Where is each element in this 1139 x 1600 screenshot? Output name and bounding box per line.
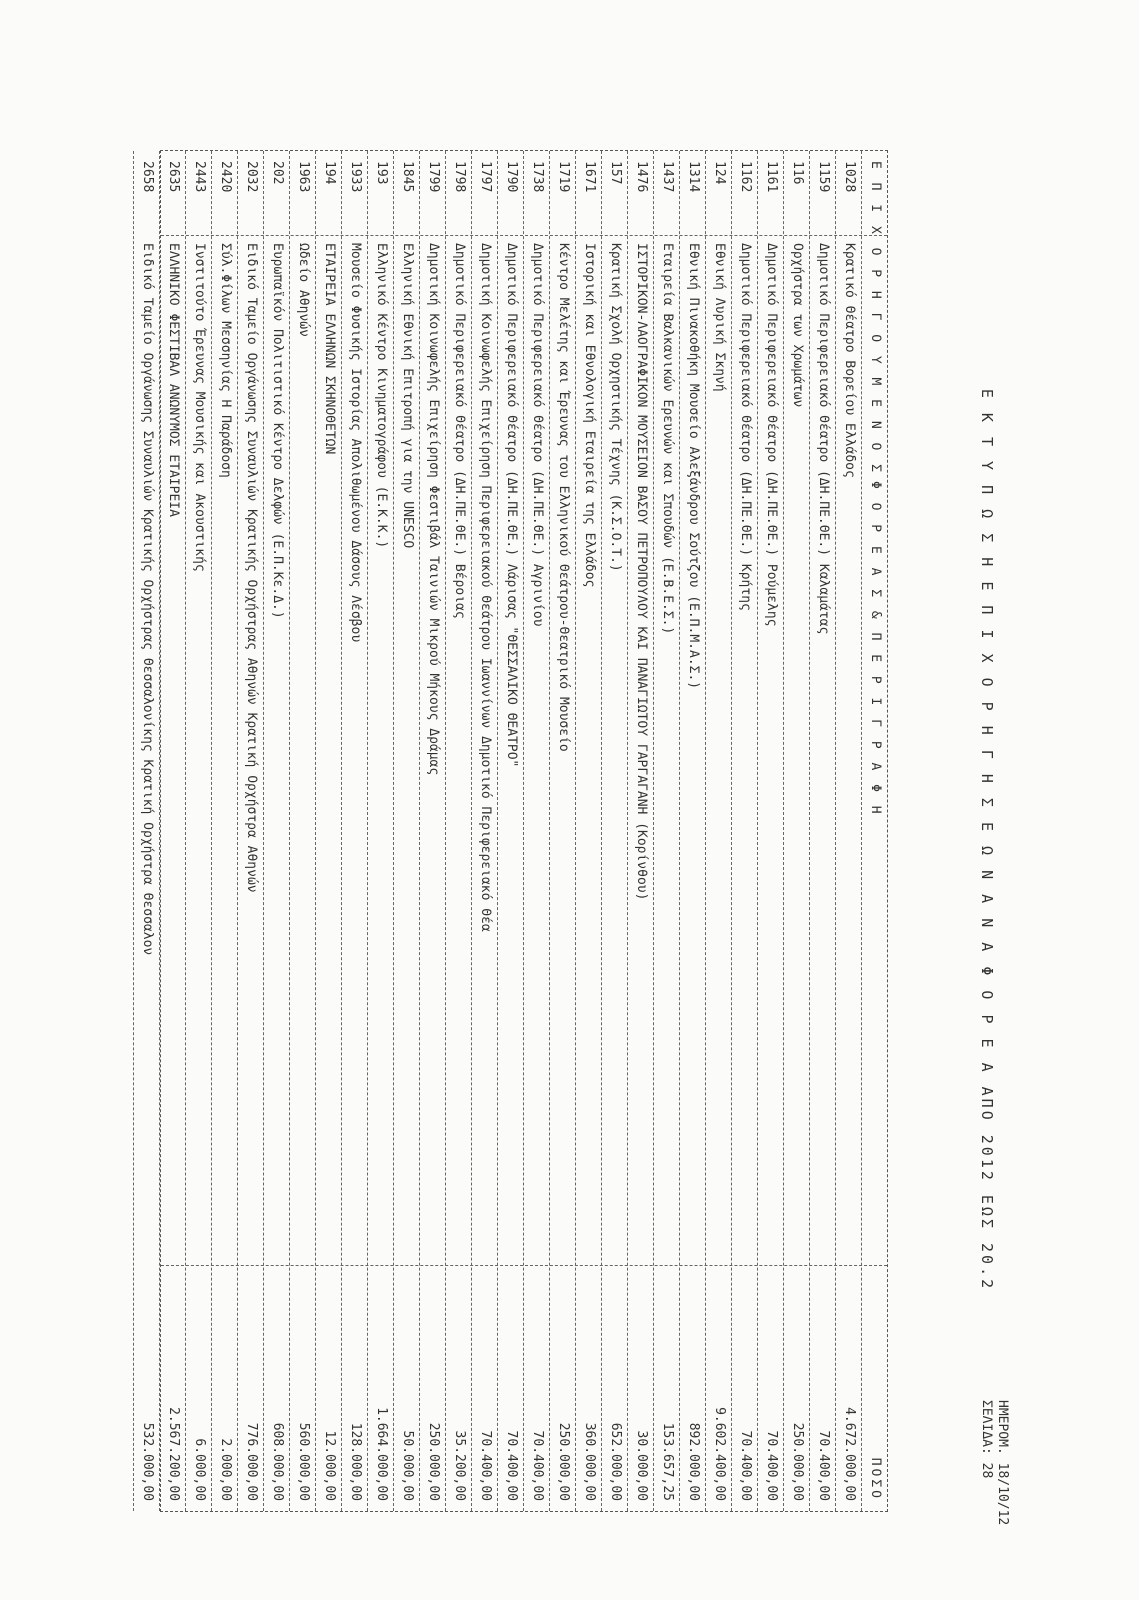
grantee-code: 1476 [634, 161, 649, 193]
grantee-description: Δημοτικό Περιφερειακό Θέατρο (ΔΗ.ΠΕ.ΘΕ.) Ρούμελης [764, 243, 779, 627]
grant-amount: 652.000,00 [608, 1422, 623, 1501]
table-row [601, 151, 627, 1511]
table-row [263, 151, 289, 1511]
grantee-code: 1314 [686, 161, 701, 193]
grantee-description: Εταιρεία Βαλκανικών Ερευνών και Σπουδών (Ε.Β.Ε.Σ.) [660, 243, 675, 635]
table-row [523, 151, 549, 1511]
table-row [419, 151, 445, 1511]
grantee-code: 1437 [660, 161, 675, 193]
grant-amount: 532.000,00 [140, 1422, 155, 1501]
grant-amount: 560.000,00 [296, 1422, 311, 1501]
grantee-code: 116 [790, 161, 805, 185]
grantee-description: Δημοτικό Περιφερειακό Θέατρο (ΔΗ.ΠΕ.ΘΕ.) Βέροιας [452, 243, 467, 619]
grantee-description: Ελληνική Εθνική Επιτροπή για την UNESCO [400, 243, 415, 549]
grant-amount: 250.000,00 [556, 1422, 571, 1501]
table-row [497, 151, 523, 1511]
grant-amount: 153.657,25 [660, 1422, 675, 1501]
grant-amount: 2.000,00 [218, 1438, 233, 1501]
page-number: ΣΕΛΙΔΑ: 28 [979, 1400, 994, 1479]
grantee-description: Δημοτικό Περιφερειακό Θέατρο (ΔΗ.ΠΕ.ΘΕ.) Κρήτης [738, 243, 753, 611]
grantee-description: Ευρωπαϊκόν Πολιτιστικό Κέντρο Δελφών (Ε.Π.Κε.Δ.) [270, 243, 285, 619]
grant-amount: 608.000,00 [270, 1422, 285, 1501]
table-row [471, 151, 497, 1511]
grant-amount: 892.000,00 [686, 1422, 701, 1501]
table-row [757, 151, 783, 1511]
grantee-description: Εθνική Πινακοθήκη Μουσείο Αλεξάνδρου Σούτζου (Ε.Π.Μ.Α.Σ.) [686, 243, 701, 690]
grant-amount: 2.567.200,00 [166, 1407, 181, 1501]
grantee-code: 2420 [218, 161, 233, 193]
grantee-code: 1798 [452, 161, 467, 193]
grantee-code: 1162 [738, 161, 753, 193]
table-row [835, 151, 861, 1511]
grantee-code: 1161 [764, 161, 779, 193]
table-row [159, 151, 185, 1511]
grant-amount: 35.200,00 [452, 1430, 467, 1501]
grantee-description: Ιστορική και Εθνολογική Εταιρεία της Ελλάδος [582, 243, 597, 588]
grant-amount: 70.400,00 [764, 1430, 779, 1501]
table-row [809, 151, 835, 1511]
table-row [627, 151, 653, 1511]
grantee-code: 2443 [192, 161, 207, 193]
grant-amount: 250.000,00 [790, 1422, 805, 1501]
grantee-description: Μουσείο Φυσικής Ιστορίας Απολιθωμένου Δάσους Λέσβου [348, 243, 363, 643]
grantee-code: 193 [374, 161, 389, 185]
grantee-description: Κρατική Σχολή Ορχηστικής Τέχνης (Κ.Σ.Ο.Τ.) [608, 243, 623, 572]
table-row [393, 151, 419, 1511]
grantee-code: 157 [608, 161, 623, 185]
grantee-description: ΕΤΑΙΡΕΙΑ ΕΛΛΗΝΩΝ ΣΚΗΝΟΘΕΤΩΝ [322, 243, 337, 455]
grantee-code: 202 [270, 161, 285, 185]
table-row [653, 151, 679, 1511]
grantee-description: Δημοτική Κοινωφελής Επιχείρηση Περιφερειακού Θεάτρου Ιωαννίνων Δημοτικό Περιφερειακό Θέα [478, 243, 493, 932]
grant-amount: 9.602.400,00 [712, 1407, 727, 1501]
grantee-code: 1028 [842, 161, 857, 193]
grantee-description: Ινστιτούτο Έρευνας Μουσικής και Ακουστικής [192, 243, 207, 572]
grantee-code: 1845 [400, 161, 415, 193]
report-title: Ε Κ Τ Υ Π Ω Σ Η Ε Π Ι Χ Ο Ρ Η Γ Η Σ Ε Ω Ν Α Ν Α Φ Ο Ρ Ε Α ΑΠΟ 2012 ΕΩΣ 20.2 [978, 388, 996, 1292]
grantee-description: Δημοτικό Περιφερειακό Θέατρο (ΔΗ.ΠΕ.ΘΕ.) Αγρινίου [530, 243, 545, 627]
grant-amount: 4.672.000,00 [842, 1407, 857, 1501]
grantee-code: 194 [322, 161, 337, 185]
table-row [679, 151, 705, 1511]
grantee-description: Δημοτικό Περιφερειακό Θέατρο (ΔΗ.ΠΕ.ΘΕ.) Καλαμάτας [816, 243, 831, 635]
grantee-code: 2658 [140, 161, 155, 193]
report-meta [978, 1400, 1010, 1525]
grantee-description: Ορχήστρα των Χρωμάτων [790, 243, 805, 408]
table-row [341, 151, 367, 1511]
header-amount: ΠΟΣΟ [868, 1457, 883, 1501]
grantee-code: 1671 [582, 161, 597, 193]
table-row [133, 151, 159, 1511]
grant-amount: 250.000,00 [426, 1422, 441, 1501]
grantee-description: ΕΛΛΗΝΙΚΟ ΦΕΣΤΙΒΑΛ ΑΝΩΝΥΜΟΣ ΕΤΑΙΡΕΙΑ [166, 243, 181, 517]
table-header-row [861, 151, 887, 1511]
header-grantee: Ε Π Ι Χ Ο Ρ Η Γ Ο Υ Μ Ε Ν Ο Σ [868, 161, 883, 475]
table-row [445, 151, 471, 1511]
grantee-description: Ειδικό Ταμείο Οργάνωσης Συναυλιών Κρατικής Ορχήστρας Θεσσαλονίκης Κρατική Ορχήστρα Θεσσαλον [140, 243, 155, 956]
grantee-code: 1797 [478, 161, 493, 193]
grant-amount: 70.400,00 [478, 1430, 493, 1501]
grantee-description: Ελληνικό Κέντρο Κινηματογράφου (Ε.Κ.Κ.) [374, 243, 389, 549]
grantee-description: Ειδικό Ταμείο Οργάνωσης Συναυλιών Κρατικής Ορχήστρας Αθηνών Κρατική Ορχήστρα Αθηνών [244, 243, 259, 893]
table-row [731, 151, 757, 1511]
grantee-code: 1933 [348, 161, 363, 193]
grantee-description: Κρατικό Θέατρο Βορείου Ελλάδος [842, 243, 857, 478]
grantee-code: 1963 [296, 161, 311, 193]
grants-table [140, 150, 888, 1512]
table-row [289, 151, 315, 1511]
table-row [315, 151, 341, 1511]
grant-amount: 360.000,00 [582, 1422, 597, 1501]
table-row [705, 151, 731, 1511]
grant-amount: 776.000,00 [244, 1422, 259, 1501]
grant-amount: 12.000,00 [322, 1430, 337, 1501]
grantee-description: Σύλ.Φίλων Μεσσηνίας Η Παράδοση [218, 243, 233, 478]
grant-amount: 30.000,00 [634, 1430, 649, 1501]
grant-amount: 50.000,00 [400, 1430, 415, 1501]
grantee-code: 124 [712, 161, 727, 185]
grant-amount: 128.000,00 [348, 1422, 363, 1501]
grantee-code: 1738 [530, 161, 545, 193]
grantee-code: 1159 [816, 161, 831, 193]
grant-amount: 70.400,00 [530, 1430, 545, 1501]
grantee-description: Κέντρο Μελέτης και Έρευνας του Ελληνικού Θεάτρου-Θεατρικό Μουσείο [556, 243, 571, 752]
grant-amount: 70.400,00 [504, 1430, 519, 1501]
report-date: ΗΜΕΡΟΜ. 18/10/12 [995, 1400, 1010, 1526]
grantee-code: 2635 [166, 161, 181, 193]
table-row [237, 151, 263, 1511]
grant-amount: 1.664.000,00 [374, 1407, 389, 1501]
report-page [40, 100, 1040, 1575]
table-row [783, 151, 809, 1511]
table-row [367, 151, 393, 1511]
grantee-code: 1790 [504, 161, 519, 193]
grantee-description: Δημοτικό Περιφερειακό Θέατρο (ΔΗ.ΠΕ.ΘΕ.) Λάρισας "ΘΕΣΣΑΛΙΚΟ ΘΕΑΤΡΟ" [504, 243, 519, 768]
grantee-description: Δημοτική Κοινωφελής Επιχείρηση Φεστιβάλ Ταινιών Μικρού Μήκους Δράμας [426, 243, 441, 776]
grant-amount: 70.400,00 [816, 1430, 831, 1501]
grantee-description: Ωδείο Αθηνών [296, 243, 311, 337]
table-row [185, 151, 211, 1511]
header-description: Φ Ο Ρ Ε Α Σ & Π Ε Ρ Ι Γ Ρ Α Φ Η [868, 481, 883, 817]
grantee-code: 1799 [426, 161, 441, 193]
table-row [211, 151, 237, 1511]
grant-amount: 70.400,00 [738, 1430, 753, 1501]
grant-amount: 6.000,00 [192, 1438, 207, 1501]
table-row [575, 151, 601, 1511]
grantee-code: 2032 [244, 161, 259, 193]
grantee-code: 1719 [556, 161, 571, 193]
table-row [549, 151, 575, 1511]
grantee-description: Εθνική Λυρική Σκηνή [712, 243, 727, 392]
grantee-description: ΙΣΤΟΡΙΚΟΝ-ΛΑΟΓΡΑΦΙΚΟΝ ΜΟΥΣΕΙΟΝ ΒΑΣΟΥ ΠΕΤΡΟΠΟΥΛΟΥ ΚΑΙ ΠΑΝΑΓΙΩΤΟΥ ΓΑΡΓΑΓΑΝΗ (Κορίνθου) [634, 243, 649, 901]
